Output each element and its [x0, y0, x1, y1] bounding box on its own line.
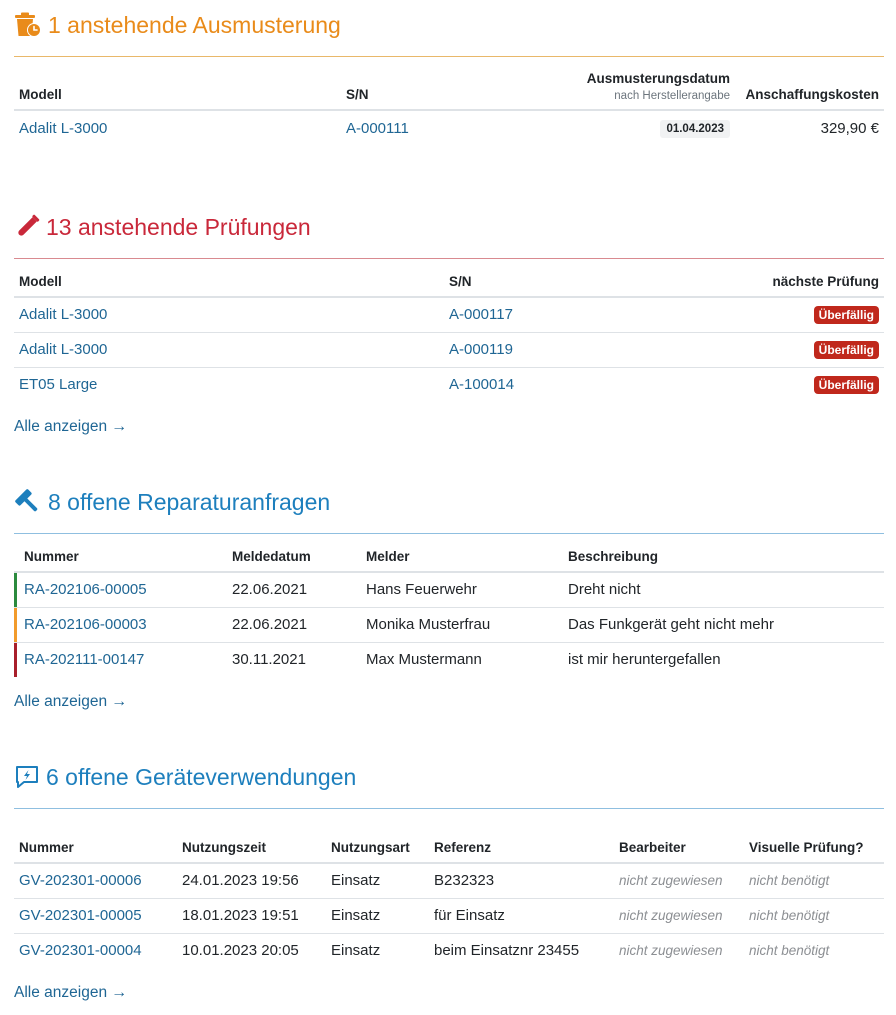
repair-number-link[interactable]: RA-202111-00147 [24, 651, 145, 669]
repairs-show-all-link[interactable] [14, 693, 127, 711]
table-row [14, 607, 884, 642]
inspections-title-text: 13 anstehende Prüfungen [46, 213, 311, 240]
report-date: 22.06.2021 [227, 572, 361, 607]
col-usage-type[interactable]: Nutzungsart [326, 840, 429, 863]
usage-type: Einsatz [326, 898, 429, 933]
reference: B232323 [429, 863, 614, 898]
visual-check: nicht benötigt [744, 863, 884, 898]
chat-bolt-icon [14, 764, 40, 790]
inspections-section [14, 210, 884, 445]
inspections-table [14, 274, 884, 402]
test-tube-icon [14, 214, 40, 240]
usage-number-link[interactable]: GV-202301-00004 [19, 942, 142, 960]
editor: nicht zugewiesen [619, 943, 723, 959]
table-header-row [14, 71, 884, 110]
table-row [14, 898, 884, 933]
arrow-right-icon: → [111, 984, 128, 1001]
repairs-title [14, 485, 884, 519]
model-link[interactable]: Adalit L-3000 [19, 306, 108, 324]
table-row [14, 367, 884, 402]
hammer-icon [14, 489, 42, 515]
usage-time: 18.01.2023 19:51 [177, 898, 326, 933]
inspections-divider [14, 258, 884, 259]
show-all-label: Alle anzeigen [14, 693, 108, 710]
overdue-badge: Überfällig [814, 376, 879, 394]
table-row [14, 642, 884, 677]
col-model[interactable]: Modell [14, 71, 341, 110]
description: Das Funkgerät geht nicht mehr [563, 607, 884, 642]
col-visual-check[interactable]: Visuelle Prüfung? [744, 840, 884, 863]
col-sn[interactable]: S/N [444, 274, 664, 297]
col-editor[interactable]: Bearbeiter [614, 840, 744, 863]
col-decommission-date[interactable] [541, 71, 735, 110]
sn-link[interactable]: A-000119 [449, 341, 513, 358]
usages-divider [14, 808, 884, 809]
decommission-title [14, 8, 884, 42]
description: ist mir heruntergefallen [568, 651, 721, 669]
col-report-date[interactable]: Meldedatum [227, 549, 361, 572]
reference: beim Einsatznr 23455 [434, 942, 580, 960]
arrow-right-icon: → [111, 693, 128, 710]
table-row [14, 297, 884, 332]
reporter: Max Mustermann [366, 651, 482, 669]
repairs-section [14, 485, 884, 720]
usage-time: 24.01.2023 19:56 [177, 863, 326, 898]
arrow-right-icon: → [111, 418, 128, 435]
inspections-title [14, 210, 884, 244]
decommission-divider [14, 56, 884, 57]
table-header-row [14, 274, 884, 297]
cost-value: 329,90 € [820, 119, 879, 137]
report-date: 30.11.2021 [232, 651, 306, 669]
reference: für Einsatz [429, 898, 614, 933]
col-usage-time[interactable]: Nutzungszeit [177, 840, 326, 863]
table-row [14, 863, 884, 898]
repairs-divider [14, 533, 884, 534]
usage-number-link[interactable]: GV-202301-00005 [19, 907, 142, 924]
table-row [14, 933, 884, 968]
col-number[interactable]: Nummer [17, 549, 227, 572]
report-date: 22.06.2021 [227, 607, 361, 642]
decommission-date-badge: 01.04.2023 [660, 120, 730, 138]
usage-type: Einsatz [326, 863, 429, 898]
col-cost[interactable]: Anschaffungskosten [735, 71, 884, 110]
visual-check: nicht benötigt [744, 898, 884, 933]
col-description[interactable]: Beschreibung [563, 549, 884, 572]
usages-section [14, 760, 884, 1010]
col-decommission-date-sub: nach Herstellerangabe [614, 90, 730, 102]
editor: nicht zugewiesen [614, 898, 744, 933]
inspections-show-all-link[interactable] [14, 418, 127, 436]
decommission-section [14, 8, 884, 158]
model-link[interactable]: Adalit L-3000 [19, 119, 108, 137]
table-header-row [14, 840, 884, 863]
sn-link[interactable]: A-100014 [449, 376, 515, 394]
usages-title-text: 6 offene Geräteverwendungen [46, 763, 357, 790]
col-next-inspection[interactable]: nächste Prüfung [664, 274, 884, 297]
col-sn[interactable]: S/N [341, 71, 541, 110]
usages-table [14, 840, 884, 968]
sn-link[interactable]: A-000111 [346, 119, 409, 137]
col-reporter[interactable]: Melder [361, 549, 563, 572]
overdue-badge: Überfällig [814, 341, 879, 359]
table-row [14, 110, 884, 145]
overdue-badge: Überfällig [814, 306, 879, 324]
decommission-title-text: 1 anstehende Ausmusterung [48, 11, 341, 38]
repair-number-link[interactable]: RA-202106-00005 [24, 581, 147, 599]
visual-check: nicht benötigt [749, 943, 830, 959]
col-model[interactable]: Modell [14, 274, 444, 297]
usage-time: 10.01.2023 20:05 [182, 942, 299, 960]
col-reference[interactable]: Referenz [429, 840, 614, 863]
model-link[interactable]: ET05 Large [19, 376, 98, 394]
reporter: Hans Feuerwehr [361, 572, 563, 607]
repairs-title-text: 8 offene Reparaturanfragen [48, 488, 331, 515]
reporter: Monika Musterfrau [361, 607, 563, 642]
trash-clock-icon [14, 12, 42, 38]
usage-number-link[interactable]: GV-202301-00006 [19, 872, 142, 890]
usage-type: Einsatz [331, 942, 381, 960]
editor: nicht zugewiesen [614, 863, 744, 898]
show-all-label: Alle anzeigen [14, 418, 108, 435]
col-decommission-date-label: Ausmusterungsdatum [586, 71, 730, 86]
sn-link[interactable]: A-000117 [449, 306, 513, 324]
col-number[interactable]: Nummer [14, 840, 177, 863]
repair-number-link[interactable]: RA-202106-00003 [24, 616, 147, 633]
table-row [14, 572, 884, 607]
table-row [14, 332, 884, 367]
model-link[interactable]: Adalit L-3000 [19, 341, 108, 358]
description: Dreht nicht [563, 572, 884, 607]
decommission-table [14, 71, 884, 145]
show-all-label: Alle anzeigen [14, 984, 108, 1001]
repairs-table [14, 549, 884, 677]
usages-title [14, 760, 884, 794]
table-header-row [14, 549, 884, 572]
usages-show-all-link[interactable] [14, 984, 127, 1002]
